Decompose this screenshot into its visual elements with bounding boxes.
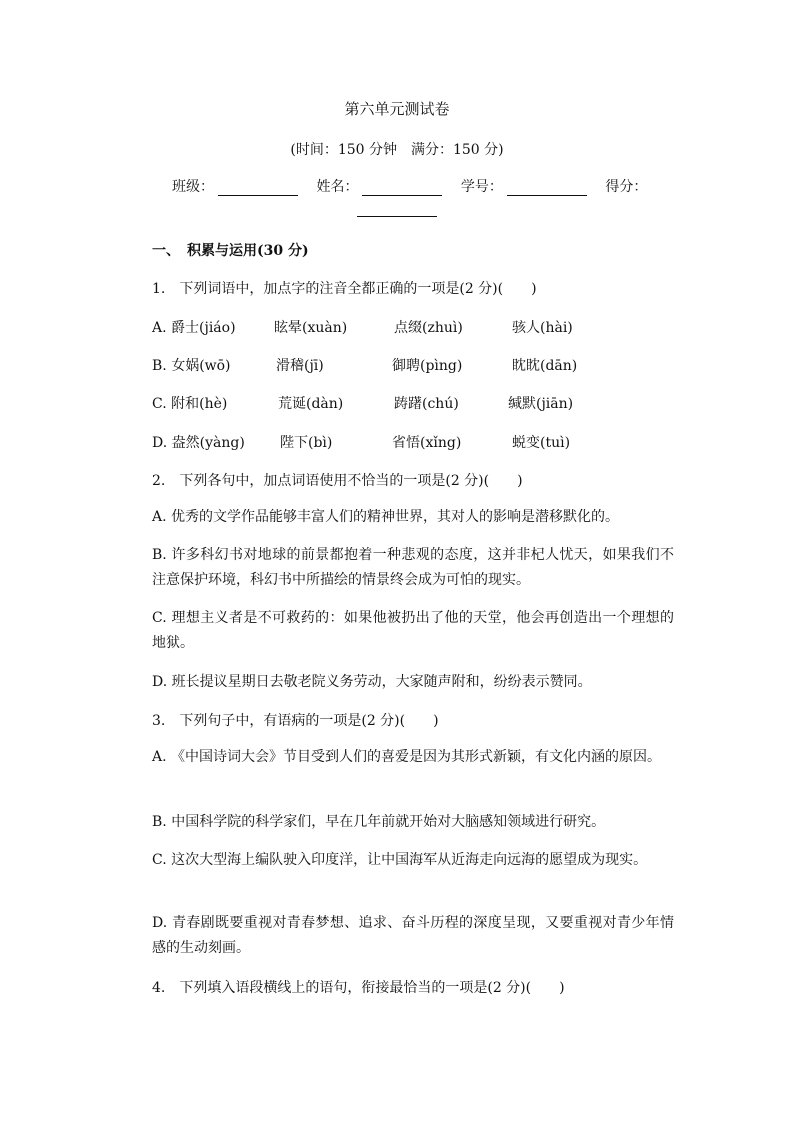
question-3-option-b: B. 中国科学院的科学家们，早在几年前就开始对大脑感知领域进行研究。 (152, 814, 606, 830)
option-word: 荒诞(dàn) (278, 396, 344, 412)
option-word: 骇人(hài) (512, 320, 573, 336)
class-blank[interactable] (218, 181, 298, 196)
question-1-option-b (152, 355, 578, 375)
option-word: 御聘(pìng) (392, 358, 463, 374)
option-word: 陛下(bì) (280, 435, 333, 451)
name-blank[interactable] (362, 181, 442, 196)
section-heading: 一、 积累与运用(30 分) (152, 243, 309, 259)
option-word: 眈眈(dān) (512, 358, 578, 374)
student-info-row (172, 176, 647, 196)
option-word: 踌躇(chú) (394, 396, 459, 412)
question-2-option-b: B. 许多科幻书对地球的前景都抱着一种悲观的态度，这并非杞人忧天，如果我们不注意保护环境，科幻书中所描绘的情景终会成为可怕的现实。 (152, 547, 674, 588)
option-word: 滑稽(jī) (276, 358, 324, 374)
option-word: 眩晕(xuàn) (274, 320, 348, 336)
question-3-stem: 3. 下列句子中，有语病的一项是(2 分)( ) (152, 713, 439, 729)
question-3-option-d: D. 青春剧既要重视对青春梦想、追求、奋斗历程的深度呈现，又要重视对青少年情感的生动刻画。 (152, 915, 674, 956)
question-2-option-a: A. 优秀的文学作品能够丰富人们的精神世界，其对人的影响是潜移默化的。 (152, 509, 620, 525)
question-2-option-c: C. 理想主义者是不可救药的：如果他被扔出了他的天堂，他会再创造出一个理想的地狱。 (152, 610, 674, 651)
question-1-option-c (152, 393, 574, 413)
question-2-stem: 2. 下列各句中，加点词语使用不恰当的一项是(2 分)( ) (152, 473, 523, 489)
option-word: 蜕变(tuì) (512, 435, 571, 451)
option-word: 点缀(zhuì) (394, 320, 463, 336)
name-label: 姓名： (316, 179, 359, 195)
option-word: 省悟(xǐng) (392, 435, 462, 451)
option-word: B. 女娲(wō) (152, 358, 231, 374)
score-label: 得分： (605, 179, 648, 195)
exam-meta: (时间：150 分钟 满分：150 分) (290, 142, 504, 158)
id-blank[interactable] (507, 181, 587, 196)
option-word: D. 盎然(yàng) (152, 435, 245, 451)
option-word: A. 爵士(jiáo) (152, 320, 236, 336)
option-word: 缄默(jiān) (508, 396, 574, 412)
question-3-option-a: A. 《中国诗词大会》节目受到人们的喜爱是因为其形式新颖，有文化内涵的原因。 (152, 749, 662, 765)
id-label: 学号： (460, 179, 503, 195)
question-1-stem: 1. 下列词语中，加点字的注音全都正确的一项是(2 分)( ) (152, 281, 537, 297)
option-word: C. 附和(hè) (152, 396, 228, 412)
question-2-option-d: D. 班长提议星期日去敬老院义务劳动，大家随声附和，纷纷表示赞同。 (152, 674, 592, 690)
score-blank[interactable] (357, 216, 437, 217)
question-1-option-a (152, 317, 573, 337)
question-4-stem: 4. 下列填入语段横线上的语句，衔接最恰当的一项是(2 分)( ) (152, 980, 565, 996)
question-3-option-c: C. 这次大型海上编队驶入印度洋，让中国海军从近海走向远海的愿望成为现实。 (152, 852, 648, 868)
page-title: 第六单元测试卷 (344, 100, 450, 118)
class-label: 班级： (172, 179, 214, 195)
question-1-option-d (152, 432, 571, 452)
